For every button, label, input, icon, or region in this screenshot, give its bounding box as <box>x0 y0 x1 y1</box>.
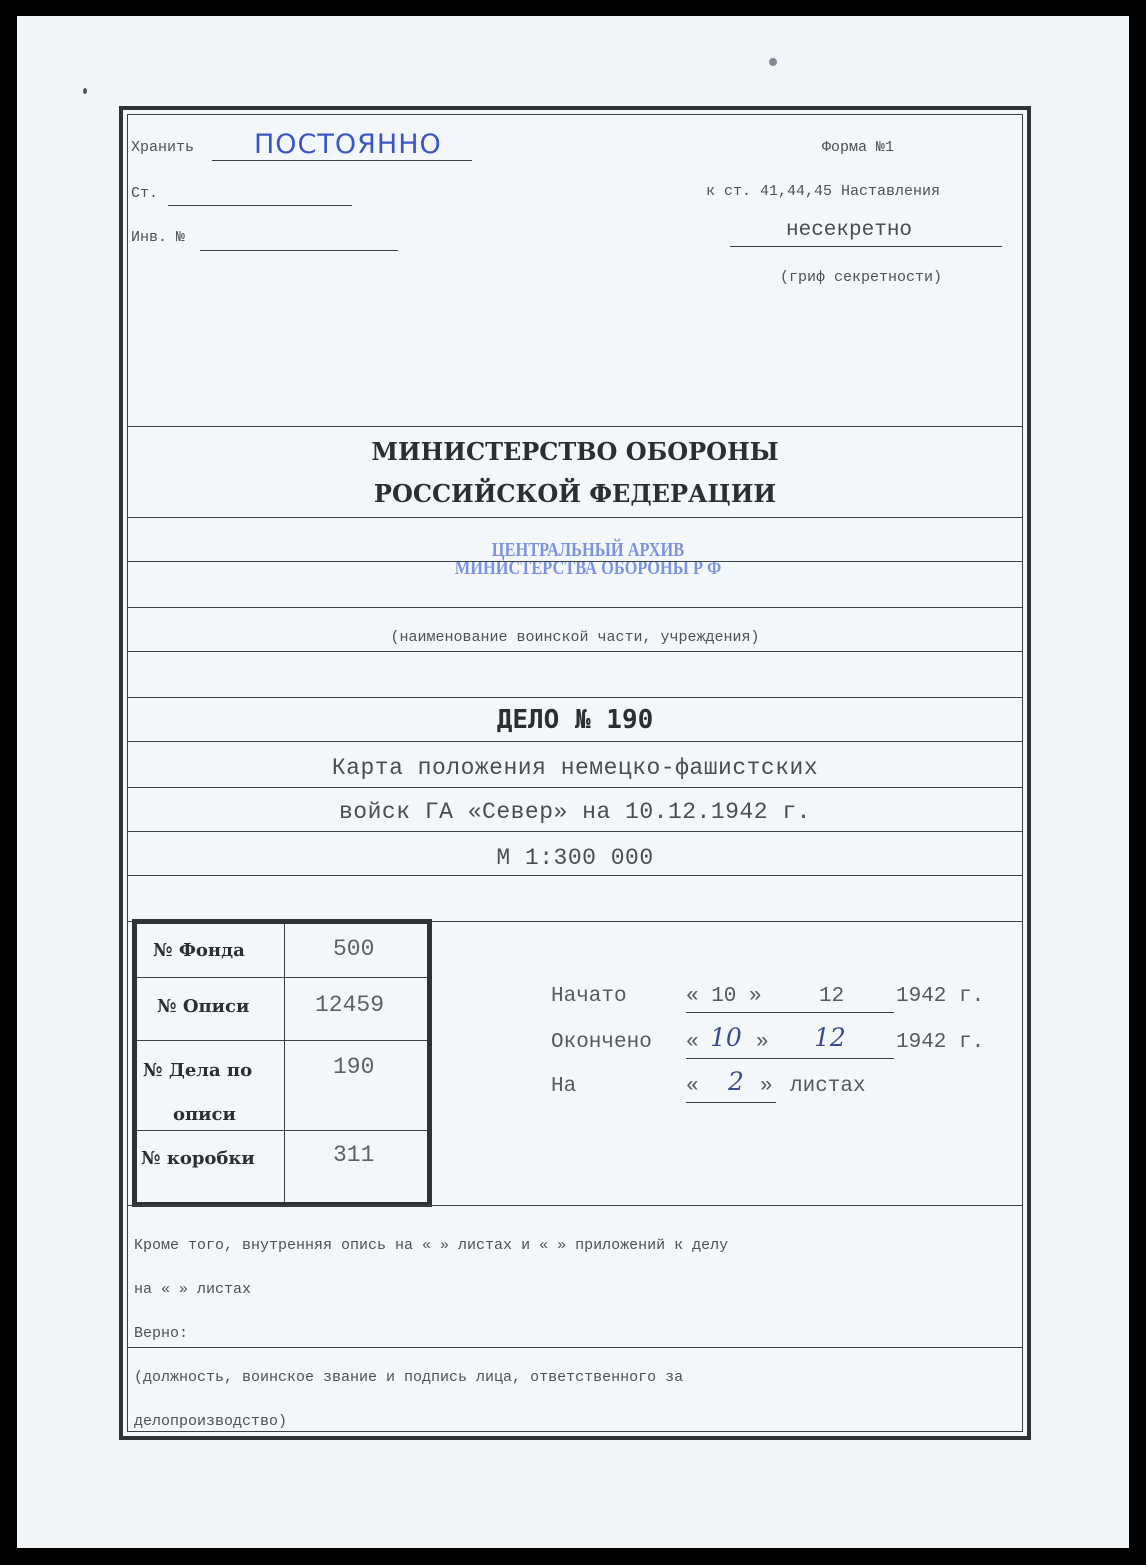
store-label: Хранить <box>131 139 195 156</box>
ministry-line-1: МИНИСТЕРСТВО ОБОРОНЫ <box>371 437 779 466</box>
sheets-close-quote: » <box>760 1075 773 1098</box>
case-number-value: 190 <box>333 1054 375 1080</box>
inv-label: Инв. № <box>131 229 186 246</box>
sheets-count-handwritten: 2 <box>728 1067 744 1096</box>
started-month: 12 <box>819 985 845 1008</box>
internal-inventory-sheets: на « » листах <box>134 1281 252 1298</box>
permanent-storage-stamp: ПОСТОЯННО <box>254 129 442 160</box>
ended-day-close-quote: » <box>756 1031 769 1054</box>
internal-inventory-note: Кроме того, внутренняя опись на « » листах и « » приложений к делу <box>134 1237 729 1254</box>
fond-label: № Фонда <box>153 940 245 961</box>
ended-month-handwritten: 12 <box>814 1023 846 1052</box>
ended-year: 1942 г. <box>896 1031 985 1054</box>
signature-caption-2: делопроизводство) <box>134 1413 288 1430</box>
verified-label: Верно: <box>134 1325 189 1342</box>
fond-value: 500 <box>333 936 375 962</box>
ended-day-open-quote: « <box>686 1031 699 1054</box>
sheets-word: листах <box>790 1075 866 1098</box>
case-title-line-1: Карта положения немецко-фашистских <box>331 755 819 781</box>
started-label: Начато <box>551 985 627 1008</box>
case-number-label-2: описи <box>173 1104 236 1125</box>
box-value: 311 <box>333 1142 375 1168</box>
archive-stamp-line-2: МИНИСТЕРСТВА ОБОРОНЫ Р Ф <box>454 557 722 579</box>
st-label: Ст. <box>131 185 159 202</box>
case-heading: ДЕЛО № 190 <box>496 705 654 735</box>
archive-folder-cover <box>17 16 1129 1548</box>
ended-label: Окончено <box>551 1031 652 1054</box>
ministry-line-2: РОССИЙСКОЙ ФЕДЕРАЦИИ <box>373 479 777 508</box>
sheets-open-quote: « <box>686 1075 699 1098</box>
map-scale: М 1:300 000 <box>496 845 654 871</box>
sheets-label: На <box>551 1075 577 1098</box>
archive-info-table <box>132 919 432 1207</box>
started-day: « 10 » <box>686 985 762 1008</box>
divider <box>128 426 1022 427</box>
archive-stamp-line-1: ЦЕНТРАЛЬНЫЙ АРХИВ <box>491 539 685 561</box>
classification-value: несекретно <box>786 219 913 242</box>
form-frame <box>119 106 1031 1440</box>
case-number-label: № Дела по <box>143 1060 253 1081</box>
opis-value: 12459 <box>315 992 385 1018</box>
case-title-line-2: войск ГА «Север» на 10.12.1942 г. <box>339 799 811 825</box>
opis-label: № Описи <box>157 996 250 1017</box>
instruction-reference: к ст. 41,44,45 Наставления <box>706 183 941 200</box>
unit-name-caption: (наименование воинской части, учреждения) <box>390 629 760 646</box>
form-inner-border <box>127 114 1023 1432</box>
started-year: 1942 г. <box>896 985 985 1008</box>
form-number: Форма №1 <box>822 139 895 156</box>
ended-day-handwritten: 10 <box>710 1023 742 1052</box>
classification-caption: (гриф секретности) <box>780 269 943 286</box>
signature-caption-1: (должность, воинское звание и подпись лица, ответственного за <box>134 1369 684 1386</box>
box-label: № коробки <box>141 1148 255 1169</box>
archive-stamp <box>440 541 735 577</box>
